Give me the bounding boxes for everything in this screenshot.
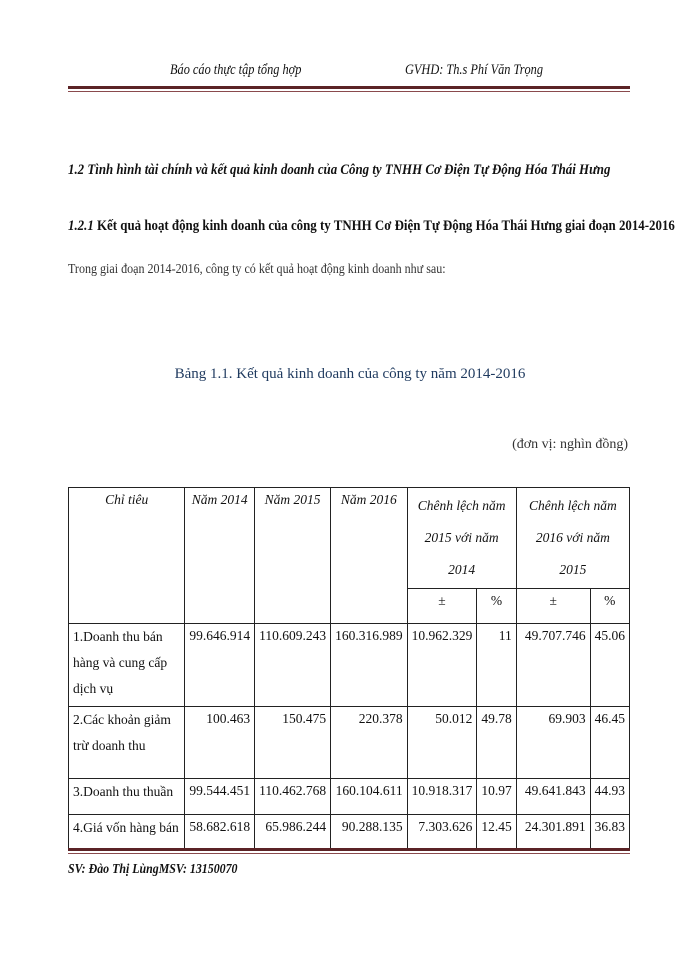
cell-2014: 99.544.451 — [185, 779, 255, 815]
header-diff2-amount: ± — [516, 589, 590, 624]
header-rule-thin — [68, 91, 630, 92]
cell-diff2-amount: 49.707.746 — [516, 624, 590, 707]
cell-diff1-amount: 7.303.626 — [407, 815, 477, 851]
header-diff1-percent: % — [477, 589, 516, 624]
cell-diff2-percent: 36.83 — [590, 815, 629, 851]
cell-diff1-percent: 10.97 — [477, 779, 516, 815]
cell-2016: 160.316.989 — [331, 624, 408, 707]
cell-2015: 110.609.243 — [255, 624, 331, 707]
table-row — [69, 815, 630, 851]
cell-2014: 99.646.914 — [185, 624, 255, 707]
table-header-row — [69, 488, 630, 589]
header-rule — [68, 86, 630, 89]
cell-diff2-percent: 46.45 — [590, 707, 629, 779]
subsection-number: 1.2.1 — [68, 218, 94, 234]
table-unit: (đơn vị: nghìn đồng) — [512, 437, 628, 452]
cell-diff1-percent: 49.78 — [477, 707, 516, 779]
section-heading: 1.2 Tình hình tài chính và kết quả kinh doanh của Công ty TNHH Cơ Điện Tự Động Hóa Thái Hưng — [68, 162, 611, 178]
row-label: 4.Giá vốn hàng bán — [69, 815, 185, 851]
header-diff-2016-2015: Chênh lệch năm 2016 với năm 2015 — [516, 488, 629, 589]
footer-student-info: SV: Đào Thị LùngMSV: 13150070 — [68, 862, 238, 877]
cell-diff2-amount: 24.301.891 — [516, 815, 590, 851]
cell-2015: 65.986.244 — [255, 815, 331, 851]
header-report-title: Báo cáo thực tập tổng hợp — [170, 62, 302, 78]
cell-diff1-percent: 11 — [477, 624, 516, 707]
cell-2014: 58.682.618 — [185, 815, 255, 851]
cell-2016: 220.378 — [331, 707, 408, 779]
table-title: Bảng 1.1. Kết quả kinh doanh của công ty năm 2014-2016 — [174, 366, 526, 382]
cell-diff1-amount: 50.012 — [407, 707, 477, 779]
cell-2016: 160.104.611 — [331, 779, 408, 815]
row-label: 3.Doanh thu thuần — [69, 779, 185, 815]
row-label: 1.Doanh thu bán hàng và cung cấp dịch vụ — [69, 624, 185, 707]
cell-diff2-amount: 69.903 — [516, 707, 590, 779]
cell-diff2-amount: 49.641.843 — [516, 779, 590, 815]
cell-2015: 110.462.768 — [255, 779, 331, 815]
results-table — [68, 487, 630, 851]
table-row — [69, 707, 630, 779]
cell-diff2-percent: 44.93 — [590, 779, 629, 815]
header-diff1-amount: ± — [407, 589, 477, 624]
table-row — [69, 624, 630, 707]
header-2015: Năm 2015 — [255, 488, 331, 624]
subsection-title: Kết quả hoạt động kinh doanh của công ty TNHH Cơ Điện Tự Động Hóa Thái Hưng giai đoạn 2014-2016 — [93, 218, 675, 234]
table-row — [69, 779, 630, 815]
header-2016: Năm 2016 — [331, 488, 408, 624]
cell-diff2-percent: 45.06 — [590, 624, 629, 707]
footer-rule-thin — [68, 853, 630, 854]
footer-rule — [68, 848, 630, 851]
row-label: 2.Các khoản giảm trừ doanh thu — [69, 707, 185, 779]
header-diff-2015-2014: Chênh lệch năm 2015 với năm 2014 — [407, 488, 516, 589]
header-indicator: Chỉ tiêu — [69, 488, 185, 624]
cell-2014: 100.463 — [185, 707, 255, 779]
header-advisor: GVHD: Th.s Phí Văn Trọng — [405, 62, 543, 78]
cell-2016: 90.288.135 — [331, 815, 408, 851]
subsection-heading — [68, 218, 675, 235]
cell-2015: 150.475 — [255, 707, 331, 779]
cell-diff1-amount: 10.962.329 — [407, 624, 477, 707]
cell-diff1-amount: 10.918.317 — [407, 779, 477, 815]
intro-paragraph: Trong giai đoạn 2014-2016, công ty có kết quả hoạt động kinh doanh như sau: — [68, 262, 446, 277]
cell-diff1-percent: 12.45 — [477, 815, 516, 851]
header-diff2-percent: % — [590, 589, 629, 624]
header-2014: Năm 2014 — [185, 488, 255, 624]
